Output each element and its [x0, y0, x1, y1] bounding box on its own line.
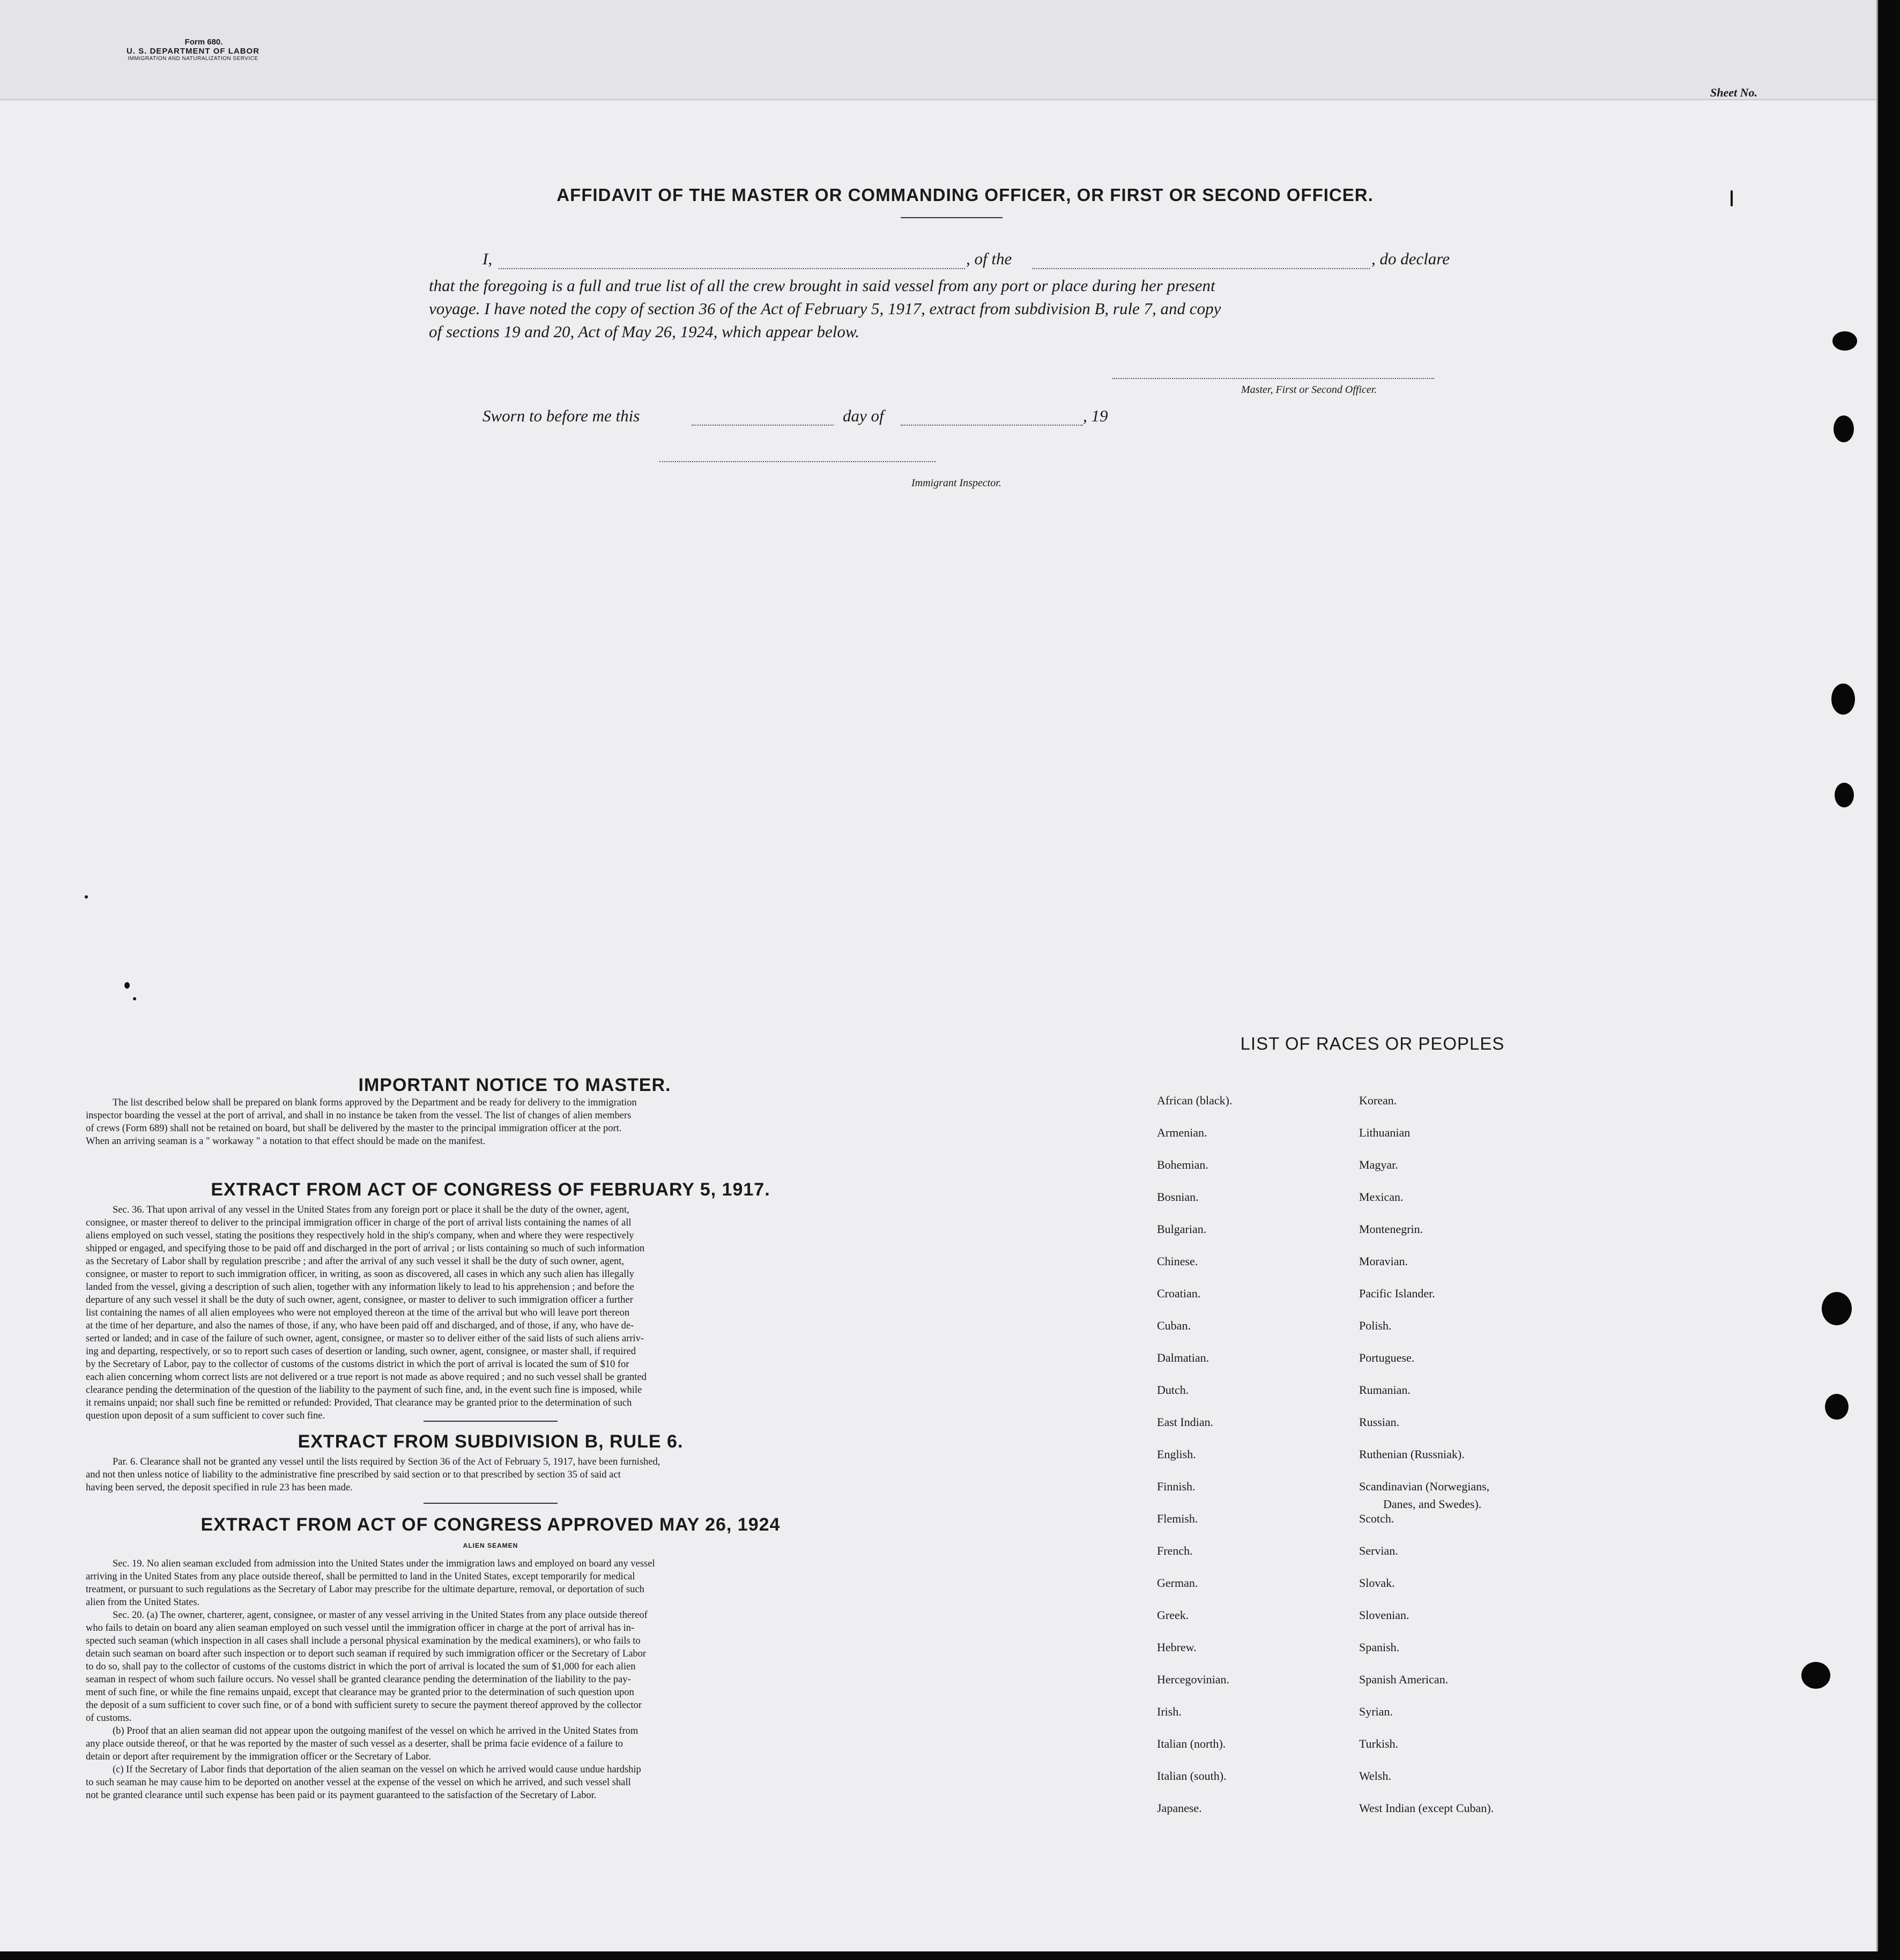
notice-line: When an arriving seaman is a " workaway " a notation to that effect should be made on the manifest.	[86, 1136, 486, 1147]
law-line: list containing the names of all alien employees who were not employed thereon at the time of the arrival but who will leave port thereon	[86, 1308, 630, 1318]
affidavit-line-4: of sections 19 and 20, Act of May 26, 1924, which appear below.	[429, 322, 860, 341]
punch-hole	[1822, 1292, 1852, 1325]
race-item: Hercegovinian.	[1157, 1673, 1229, 1686]
law-line: arriving in the United States from any place outside thereof, shall be permitted to land in the United States, except temporarily for medical	[86, 1571, 635, 1582]
form-number: Form 680.	[184, 38, 223, 47]
race-item: Turkish.	[1359, 1737, 1399, 1750]
form-header	[97, 38, 290, 62]
law-line: to such seaman he may cause him to be deported on another vessel at the expense of the vessel on which he arrived, and such vessel shall	[86, 1777, 631, 1788]
race-item: Korean.	[1359, 1094, 1397, 1107]
rule6-text	[86, 1456, 895, 1494]
law-line: of customs.	[86, 1713, 132, 1724]
sworn-text-b: day of	[843, 406, 884, 425]
ink-speck	[85, 895, 88, 899]
punch-hole	[1835, 783, 1854, 807]
race-item-continuation-text: Danes, and Swedes).	[1383, 1497, 1482, 1511]
law-line: it remains unpaid; nor shall such fine be remitted or refunded: Provided, That clearance may be granted prior to the determination of such	[86, 1398, 632, 1408]
race-item: Croatian.	[1157, 1287, 1201, 1300]
race-item: Bosnian.	[1157, 1190, 1199, 1204]
sworn-text-a: Sworn to before me this	[483, 406, 640, 425]
race-item: East Indian.	[1157, 1415, 1214, 1429]
law-line: consignee, or master to report to such immigration officer, in writing, as soon as discovered, all cases in which any such alien has illegally	[86, 1269, 634, 1280]
punch-hole	[1825, 1394, 1849, 1420]
law-line: each alien concerning whom correct lists are not delivered or a true report is not made as above required ; and no such vessel shall be granted	[86, 1372, 647, 1383]
extract-1917-text	[86, 1204, 895, 1422]
law-line: ing and departing, respectively, or so to report such cases of desertion or landing, such owner, agent, consignee, or master shall, if required	[86, 1346, 636, 1357]
race-item: Slovenian.	[1359, 1608, 1409, 1622]
vessel-blank[interactable]	[1032, 268, 1370, 269]
affidavit-line-3: voyage. I have noted the copy of section 36 of the Act of February 5, 1917, extract from subdivision B, rule 7, and copy	[429, 299, 1221, 318]
punch-hole	[1831, 684, 1855, 715]
law-line: clearance pending the determination of the question of the liability to the payment of such fine, and, in the event such fine is imposed, while	[86, 1385, 642, 1395]
race-item: Italian (north).	[1157, 1737, 1226, 1750]
inspector-caption: Immigrant Inspector.	[911, 477, 1001, 489]
divider	[901, 217, 1003, 218]
race-item: Russian.	[1359, 1415, 1400, 1429]
law-line: who fails to detain on board any alien seaman employed on such vessel until the immigration officer in charge at the port of arrival has in-	[86, 1623, 635, 1634]
race-item: Lithuanian	[1359, 1126, 1411, 1139]
law-line: landed from the vessel, giving a description of such alien, together with any information likely to lead to his apprehension ; and before the	[86, 1282, 634, 1293]
race-item: Welsh.	[1359, 1769, 1391, 1783]
race-item: Bulgarian.	[1157, 1222, 1207, 1236]
law-line: Par. 6. Clearance shall not be granted any vessel until the lists required by Section 36 of the Act of February 5, 1917, have been furnished,	[113, 1457, 660, 1467]
extract-1917-title: EXTRACT FROM ACT OF CONGRESS OF FEBRUARY 5, 1917.	[211, 1179, 770, 1200]
law-line: (c) If the Secretary of Labor finds that deportation of the alien seaman on the vessel on which he arrived would cause undue hardship	[113, 1764, 641, 1775]
law-line: the deposit of a sum sufficient to cover such fine, or of a bond with sufficient surety to secure the payment thereof approved by the collector	[86, 1700, 642, 1711]
law-line: treatment, or pursuant to such regulations as the Secretary of Labor may prescribe for the ultimate departure, removal, or deportation of such	[86, 1584, 644, 1595]
ink-speck	[133, 997, 136, 1000]
rule6-title: EXTRACT FROM SUBDIVISION B, RULE 6.	[298, 1431, 684, 1452]
race-item: Portuguese.	[1359, 1351, 1415, 1364]
notice-title: IMPORTANT NOTICE TO MASTER.	[358, 1075, 671, 1095]
race-item: Italian (south).	[1157, 1769, 1227, 1783]
month-blank[interactable]	[901, 425, 1083, 426]
alien-seamen-subtitle: ALIEN SEAMEN	[463, 1542, 518, 1549]
race-item: German.	[1157, 1576, 1198, 1590]
law-line: Sec. 36. That upon arrival of any vessel in the United States from any foreign port or place it shall be the duty of the owner, agent,	[113, 1205, 629, 1215]
law-line: (b) Proof that an alien seaman did not appear upon the outgoing manifest of the vessel on which he arrived in the United States from	[113, 1726, 639, 1736]
race-item: Irish.	[1157, 1705, 1182, 1718]
race-item: Mexican.	[1359, 1190, 1404, 1204]
law-line: ment of such fine, or while the fine remains unpaid, except that clearance may be granted prior to the determination of such question upon	[86, 1687, 634, 1698]
law-line: and not then unless notice of liability to the administrative fine prescribed by said section or to that prescribed by section 35 of said act	[86, 1469, 621, 1480]
race-item: Pacific Islander.	[1359, 1287, 1435, 1300]
race-item: Polish.	[1359, 1319, 1392, 1332]
race-item: Montenegrin.	[1359, 1222, 1423, 1236]
races-left-column	[1157, 1094, 1232, 1833]
affidavit-line-1c: , do declare	[1371, 249, 1450, 268]
law-line: as the Secretary of Labor shall by regulation prescribe ; and after the arrival of any such vessel it shall be the duty of such owner, agent,	[86, 1256, 625, 1267]
race-item: Moravian.	[1359, 1254, 1408, 1268]
divider	[424, 1421, 558, 1422]
master-signature-line[interactable]	[1112, 378, 1434, 379]
races-title: LIST OF RACES OR PEOPLES	[1240, 1034, 1505, 1053]
day-blank[interactable]	[692, 425, 834, 426]
race-item: Spanish American.	[1359, 1673, 1449, 1686]
race-item: Armenian.	[1157, 1126, 1207, 1139]
race-item: Dalmatian.	[1157, 1351, 1209, 1364]
race-item: African (black).	[1157, 1094, 1233, 1107]
law-line: any place outside thereof, or that he was reported by the master of such vessel as a deserter, shall be prima facie evidence of a failure to	[86, 1739, 623, 1749]
race-item: Spanish.	[1359, 1640, 1400, 1654]
punch-hole	[1834, 415, 1854, 442]
law-line: consignee, or master thereof to deliver to the principal immigration officer in charge of the port of arrival lists containing the names of all	[86, 1217, 632, 1228]
race-item: French.	[1157, 1544, 1193, 1557]
race-item: Magyar.	[1359, 1158, 1398, 1171]
notice-line: The list described below shall be prepared on blank forms approved by the Department and be ready for delivery to the immigration	[113, 1097, 637, 1108]
sworn-text-c: , 19	[1083, 406, 1108, 425]
affidavit-line-1b: , of the	[966, 249, 1012, 268]
extract-1924-text	[86, 1557, 895, 1802]
name-blank[interactable]	[499, 268, 965, 269]
law-line: aliens employed on such vessel, stating the positions they respectively hold in the ship's company, when and where they were respectively	[86, 1230, 634, 1241]
law-line: at the time of her departure, and also the names of those, if any, who have been paid off and discharged, and of those, if any, who have de-	[86, 1320, 634, 1331]
law-line: serted or landed; and in case of the failure of such owner, agent, consignee, or master so to deliver either of the said lists of such aliens arriv-	[86, 1333, 644, 1344]
race-item: Cuban.	[1157, 1319, 1191, 1332]
law-line: having been served, the deposit specified in rule 23 has been made.	[86, 1482, 353, 1493]
race-item: Servian.	[1359, 1544, 1398, 1557]
race-item-continuation	[1383, 1497, 1481, 1530]
race-item: Scandinavian (Norwegians,	[1359, 1480, 1490, 1493]
master-caption: Master, First or Second Officer.	[1241, 384, 1377, 396]
affidavit-line-2: that the foregoing is a full and true list of all the crew brought in said vessel from any port or place during her present	[429, 276, 1215, 295]
law-line: detain or deport after requirement by the immigration officer or the Secretary of Labor.	[86, 1751, 431, 1762]
race-item: West Indian (except Cuban).	[1359, 1801, 1494, 1815]
law-line: not be granted clearance until such expense has been paid or its payment guaranteed to the satisfaction of the Secretary of Labor.	[86, 1790, 597, 1801]
race-item: Ruthenian (Russniak).	[1359, 1447, 1465, 1461]
law-line: question upon deposit of a sum sufficient to cover such fine.	[86, 1410, 325, 1421]
law-line: departure of any such vessel it shall be the duty of such owner, agent, consignee, or master to deliver to such immigration officer a further	[86, 1295, 633, 1305]
race-item: Greek.	[1157, 1608, 1189, 1622]
race-item: Flemish.	[1157, 1512, 1198, 1525]
ink-speck	[1731, 190, 1733, 206]
law-line: detain such seaman on board after such inspection or to deport such seaman if required by such immigration officer or the Secretary of Labor	[86, 1649, 647, 1659]
divider	[424, 1503, 558, 1504]
race-item: English.	[1157, 1447, 1196, 1461]
punch-hole	[1801, 1662, 1830, 1689]
race-item: Scotch.	[1359, 1512, 1394, 1525]
notice-line: inspector boarding the vessel at the port of arrival, and shall in no instance be taken from the vessel. The list of changes of alien members	[86, 1110, 632, 1121]
inspector-signature-line[interactable]	[659, 461, 936, 462]
race-item: Hebrew.	[1157, 1640, 1197, 1654]
race-item: Finnish.	[1157, 1480, 1196, 1493]
punch-hole	[1832, 331, 1857, 351]
law-line: alien from the United States.	[86, 1597, 200, 1608]
affidavit-title: AFFIDAVIT OF THE MASTER OR COMMANDING OFFICER, OR FIRST OR SECOND OFFICER.	[556, 185, 1374, 205]
affidavit-line-1a: I,	[483, 249, 493, 268]
sheet-number-label: Sheet No.	[1710, 86, 1757, 99]
service-name: IMMIGRATION AND NATURALIZATION SERVICE	[128, 56, 258, 62]
race-item: Rumanian.	[1359, 1383, 1411, 1397]
law-line: Sec. 20. (a) The owner, charterer, agent, consignee, or master of any vessel arriving in the United States from any place outside thereof	[113, 1610, 648, 1621]
ink-speck	[124, 982, 130, 989]
department-name: U. S. DEPARTMENT OF LABOR	[126, 47, 260, 56]
race-item: Japanese.	[1157, 1801, 1202, 1815]
law-line: to do so, shall pay to the collector of customs of the customs district in which the port of arrival is located the sum of $1,000 for each alien	[86, 1661, 636, 1672]
law-line: seaman in respect of whom such failure occurs. No vessel shall be granted clearance pending the determination of the liability to the pay-	[86, 1674, 631, 1685]
law-line: shipped or engaged, and specifying those to be paid off and discharged in the port of arrival ; or lists containing so much of such information	[86, 1243, 645, 1254]
law-line: by the Secretary of Labor, pay to the collector of customs of the customs district in which the port of arrival is located the sum of $10 for	[86, 1359, 629, 1370]
race-item: Dutch.	[1157, 1383, 1189, 1397]
law-line: spected such seaman (which inspection in all cases shall include a personal physical examination by the medical examiners), or who fails to	[86, 1636, 641, 1646]
extract-1924-title: EXTRACT FROM ACT OF CONGRESS APPROVED MAY 26, 1924	[201, 1514, 781, 1535]
notice-text	[86, 1096, 895, 1148]
race-item: Chinese.	[1157, 1254, 1198, 1268]
races-right-column	[1359, 1094, 1494, 1833]
notice-line: of crews (Form 689) shall not be retained on board, but shall be delivered by the master to the principal immigration officer at the port.	[86, 1123, 622, 1134]
race-item: Slovak.	[1359, 1576, 1395, 1590]
race-item: Bohemian.	[1157, 1158, 1208, 1171]
law-line: Sec. 19. No alien seaman excluded from admission into the United States under the immigration laws and employed on board any vessel	[113, 1558, 655, 1569]
race-item: Syrian.	[1359, 1705, 1393, 1718]
